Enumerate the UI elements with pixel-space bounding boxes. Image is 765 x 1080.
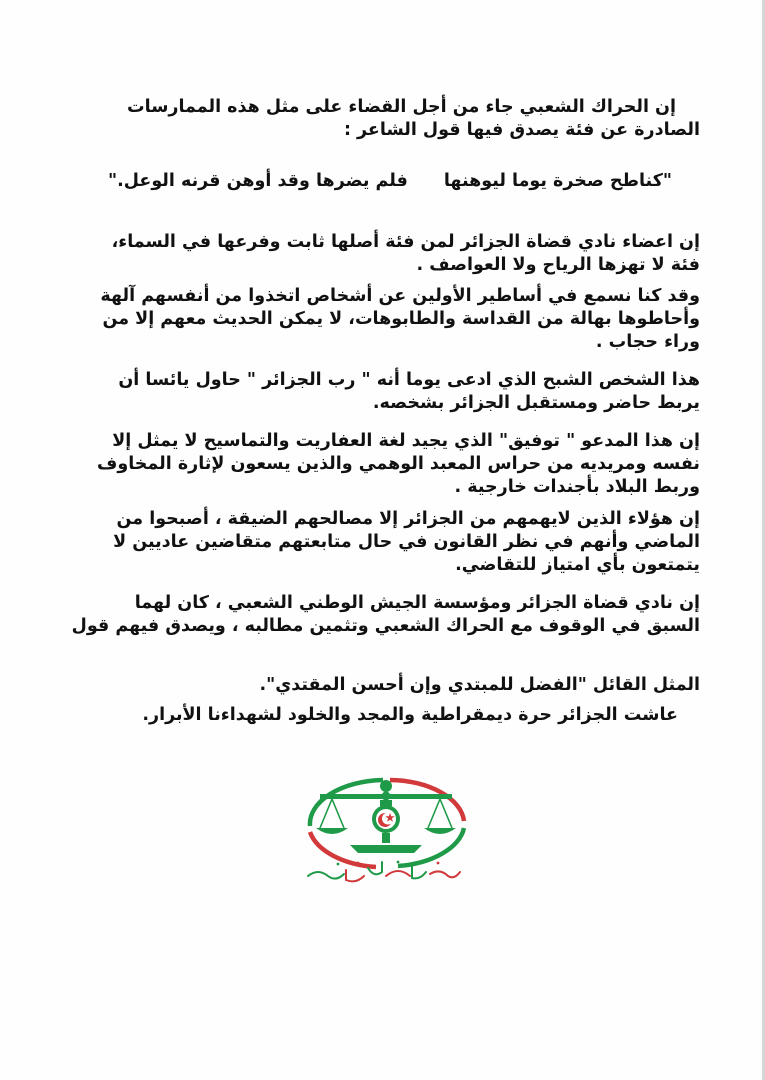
- paragraph-1: [88, 231, 700, 277]
- paragraph-line: يربط حاضر ومستقبل الجزائر بشخصه.: [372, 393, 700, 413]
- paragraph-line: إن هذا المدعو " توفيق" الذي يجيد لغة العفاريت والتماسيح لا يمثل إلا: [112, 431, 700, 451]
- paragraph-line: وأحاطوها بهالة من القداسة والطابوهات، لا يمكن الحديث معهم إلا من: [102, 309, 700, 329]
- logo-calligraphy: [308, 861, 460, 882]
- verse-second-hemistich: فلم يضرها وقد أوهن قرنه الوعل.": [108, 171, 408, 191]
- paragraph-line: السبق في الوقوف مع الحراك الشعبي وتثمين مطالبه ، ويصدق فيهم قول: [71, 616, 700, 636]
- paragraph-line: إن اعضاء نادي قضاة الجزائر لمن فئة أصلها ثابت وفرعها في السماء،: [111, 232, 700, 252]
- judges-club-logo: [298, 766, 473, 886]
- verse-first-hemistich: "كناطح صخرة يوما ليوهنها: [443, 171, 672, 191]
- paragraph-line: هذا الشخص الشبح الذي ادعى يوما أنه " رب الجزائر " حاول يائسا أن: [118, 370, 700, 390]
- paragraph-line: نفسه ومريديه من حراس المعبد الوهمي والذين يسعون لإثارة المخاوف: [97, 454, 700, 474]
- paragraph-line: يتمتعون بأي امتياز للتقاضي.: [455, 555, 700, 575]
- scales-of-justice-icon: [298, 766, 473, 886]
- paragraph-3: [88, 369, 700, 415]
- intro-line-1: إن الحراك الشعبي جاء من أجل القضاء على مثل هذه الممارسات: [127, 97, 676, 117]
- paragraph-6: [71, 592, 700, 638]
- paragraph-4: [88, 430, 700, 499]
- paragraph-line: وربط البلاد بأجندات خارجية .: [454, 477, 700, 497]
- paragraph-line: إن هؤلاء الذين لايهمهم من الجزائر إلا مصالحهم الضيقة ، أصبحوا من: [116, 509, 700, 529]
- proverb-line: المثل القائل "الفضل للمبتدي وإن أحسن المقتدي".: [259, 675, 700, 695]
- closing-slogan: عاشت الجزائر حرة ديمقراطية والمجد والخلود لشهداءنا الأبرار.: [142, 705, 678, 725]
- poem-verse: [88, 170, 700, 193]
- paragraph-5: [88, 508, 700, 577]
- paragraph-line: فئة لا تهزها الرياح ولا العواصف .: [416, 255, 700, 275]
- paragraph-line: وقد كنا نسمع في أساطير الأولين عن أشخاص اتخذوا من أنفسهم آلهة: [100, 286, 700, 306]
- paragraph-line: الماضي وأنهم في نظر القانون في حال متابعتهم متقاضين عاديين لا: [113, 532, 700, 552]
- paragraph-line: إن نادي قضاة الجزائر ومؤسسة الجيش الوطني الشعبي ، كان لهما: [134, 593, 700, 613]
- paragraph-2: [88, 285, 700, 354]
- intro-paragraph: [88, 96, 700, 142]
- intro-line-2: الصادرة عن فئة يصدق فيها قول الشاعر :: [343, 120, 700, 140]
- paragraph-line: وراء حجاب .: [595, 332, 700, 352]
